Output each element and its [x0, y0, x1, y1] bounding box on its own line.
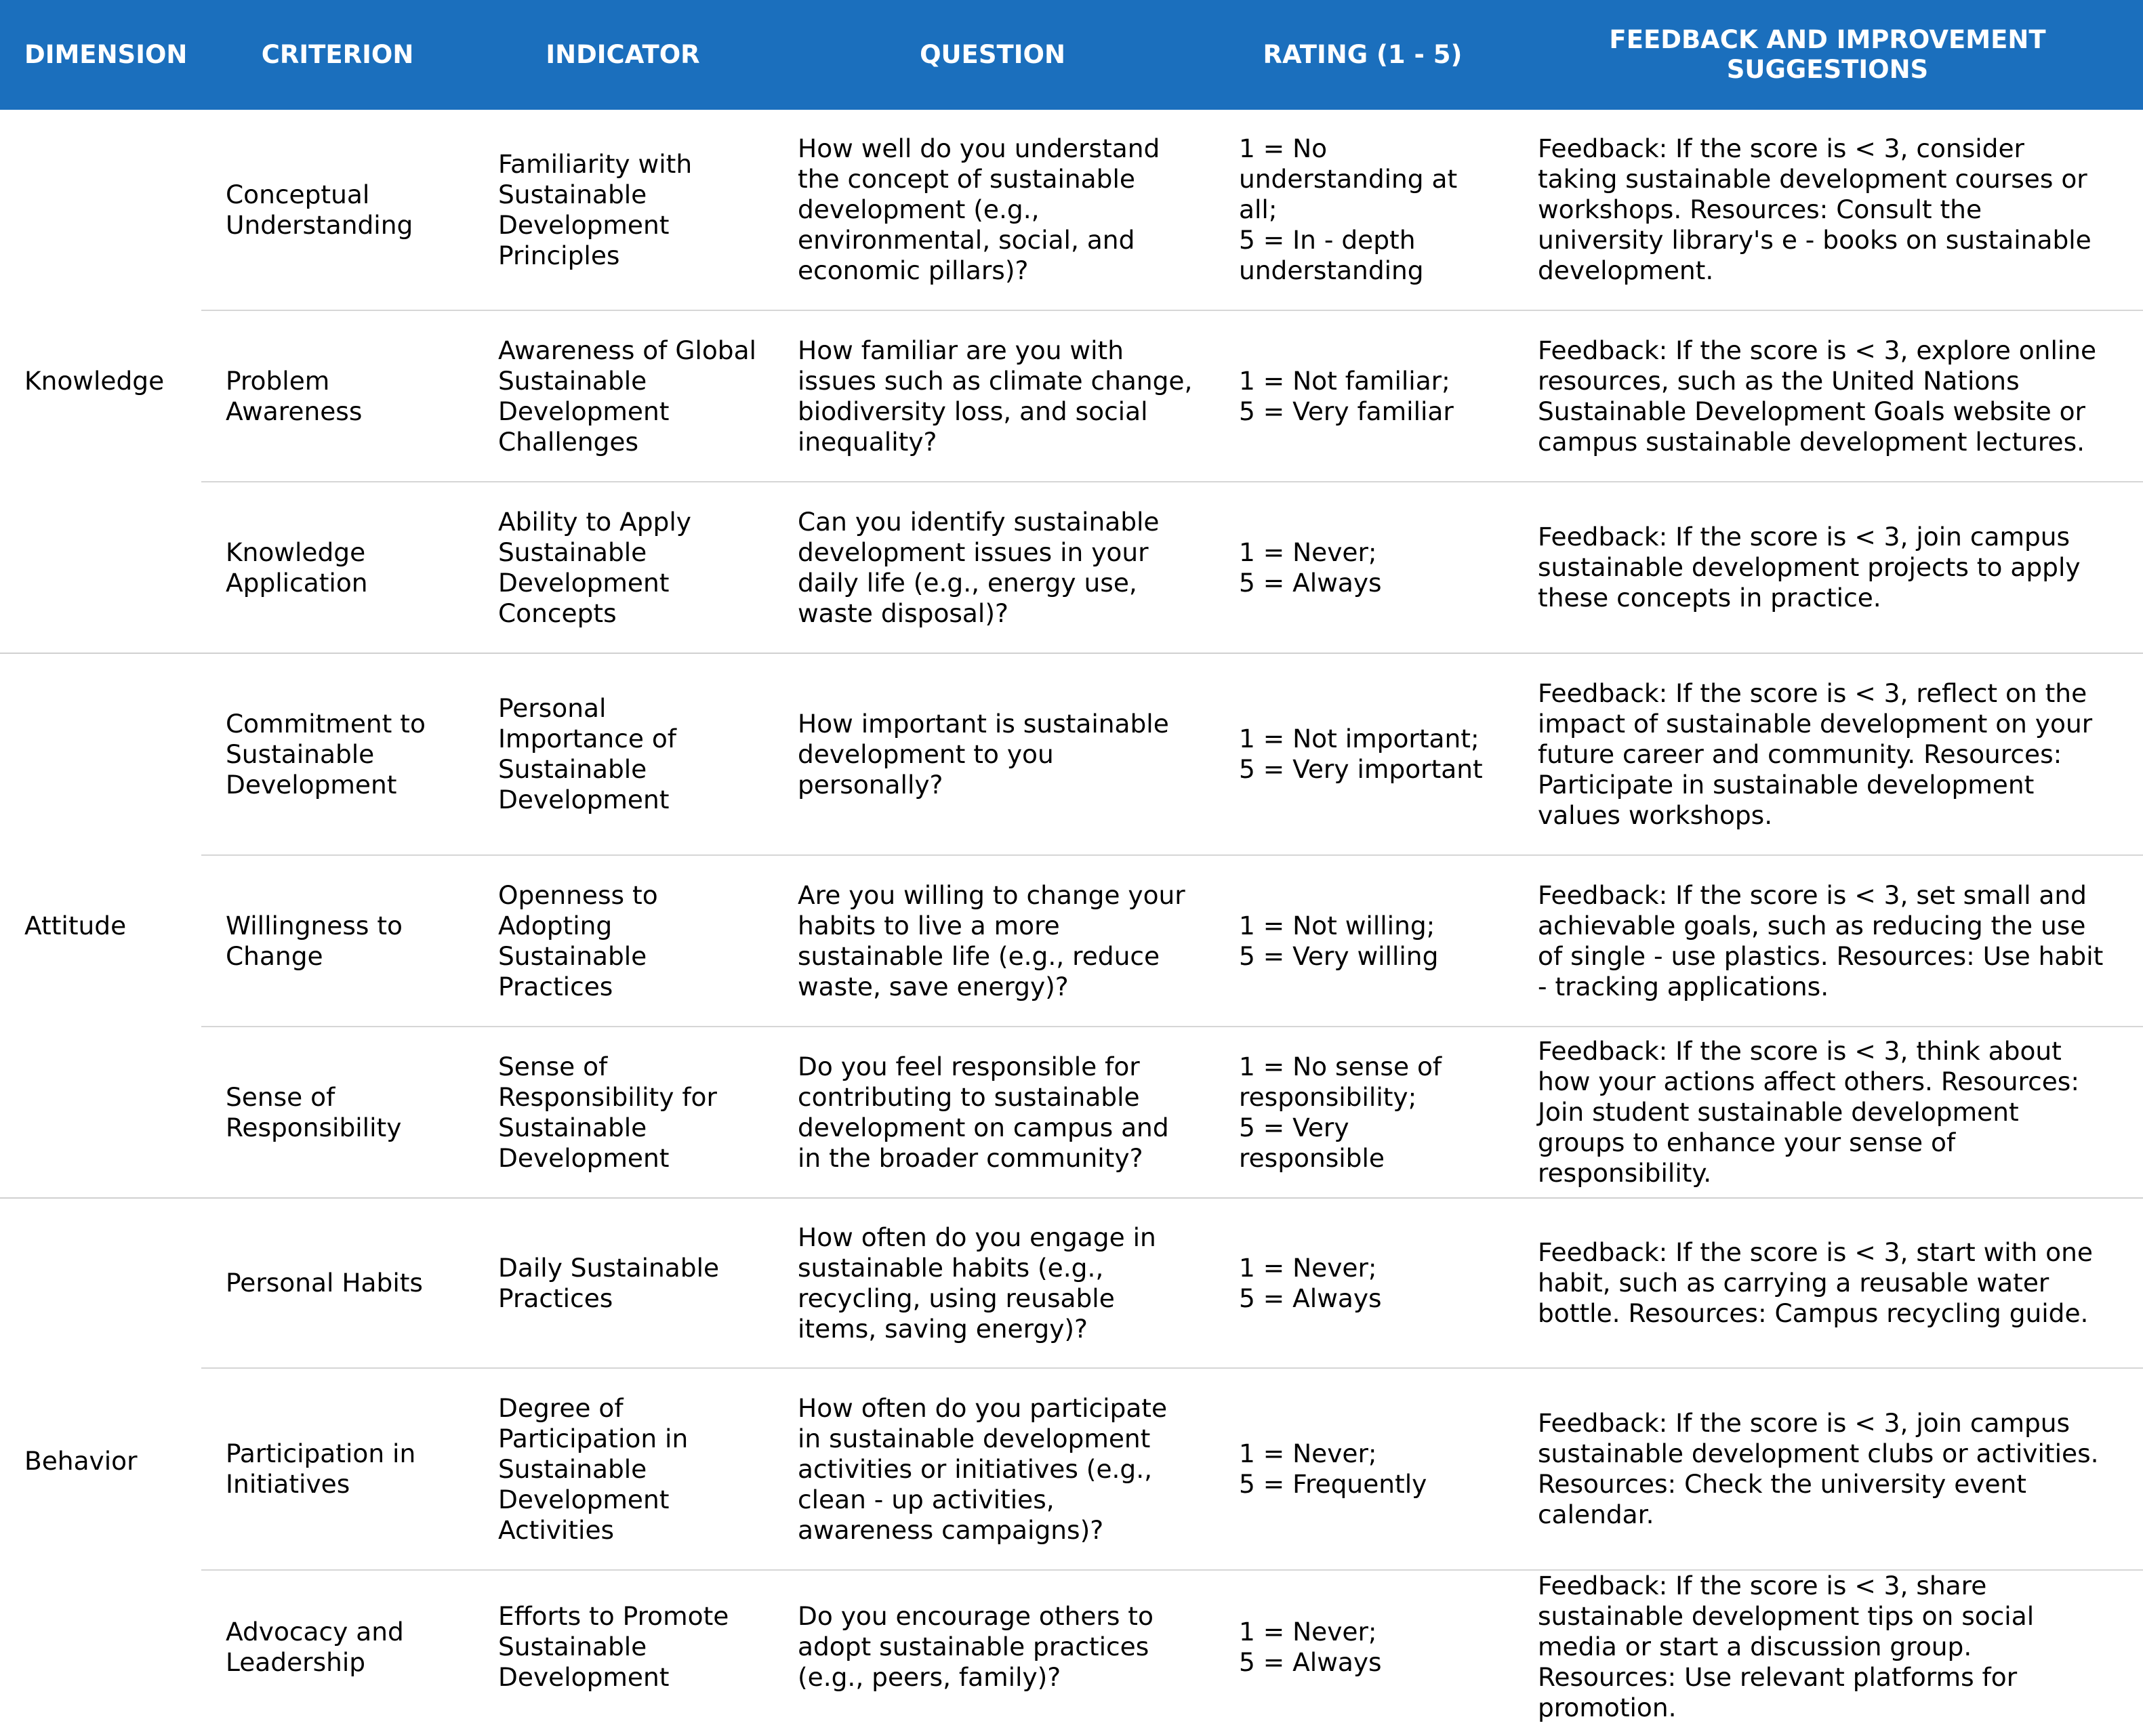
criterion-cell: Commitment to Sustainable Development [201, 653, 474, 855]
rating-low: 1 = No understanding at all; [1239, 133, 1458, 224]
question-cell: Do you feel responsible for contributing to sustainable development on campus and in the broader community? [772, 1027, 1213, 1198]
rating-low: 1 = Not familiar; [1239, 365, 1450, 396]
criterion-cell: Conceptual Understanding [226, 179, 413, 240]
question-cell: How familiar are you with issues such as climate change, biodiversity loss, and social inequality? [772, 310, 1213, 482]
rating-low: 1 = Never; [1239, 1439, 1377, 1468]
rating-high: 5 = Very willing [1239, 941, 1439, 971]
indicator-cell: Daily Sustainable Practices [474, 1198, 772, 1368]
header-rating: RATING (1 - 5) [1263, 40, 1463, 69]
rating-low: 1 = Never; [1239, 537, 1377, 567]
dimension-cell-attitude: Attitude [0, 653, 201, 1198]
table-row [0, 1368, 2143, 1570]
rating-cell [1213, 1368, 1512, 1570]
header-question: QUESTION [920, 40, 1065, 69]
table-row [0, 110, 2143, 310]
table-row [0, 482, 2143, 653]
rating-high: 5 = Very responsible [1239, 1112, 1385, 1173]
rating-high: 5 = Always [1239, 1283, 1382, 1313]
dimension-cell-behavior: Behavior [0, 1198, 201, 1723]
table-row [0, 1027, 2143, 1198]
criterion-cell: Advocacy and Leadership [201, 1570, 474, 1723]
criterion-cell: Knowledge Application [201, 482, 474, 653]
table-header [0, 0, 2143, 110]
indicator-cell: Familiarity with Sustainable Development Principles [498, 148, 693, 270]
rating-high: 5 = In - depth understanding [1239, 225, 1424, 285]
rating-high: 5 = Very familiar [1239, 396, 1454, 426]
indicator-cell: Efforts to Promote Sustainable Development [474, 1570, 772, 1723]
rating-cell [1213, 1570, 1512, 1723]
question-cell: How often do you participate in sustainable development activities or initiatives (e.g., clean - up activities, awareness campaigns)? [772, 1368, 1213, 1570]
criterion-cell: Personal Habits [201, 1198, 474, 1368]
table-row [0, 855, 2143, 1027]
rating-cell [1213, 1027, 1512, 1198]
table-row [0, 1198, 2143, 1368]
question-cell: Do you encourage others to adopt sustainable practices (e.g., peers, family)? [772, 1570, 1213, 1723]
header-criterion: CRITERION [261, 40, 414, 69]
dimension-cell-knowledge: Knowledge [24, 366, 165, 396]
indicator-cell: Openness to Adopting Sustainable Practices [474, 855, 772, 1027]
feedback-cell: Feedback: If the score is < 3, start with one habit, such as carrying a reusable water bottle. Resources: Campus recycling guide. [1512, 1198, 2143, 1368]
header-row [0, 0, 2143, 110]
rating-high: 5 = Frequently [1239, 1469, 1427, 1499]
rating-low: 1 = No sense of responsibility; [1239, 1051, 1442, 1112]
rating-low: 1 = Not willing; [1239, 910, 1435, 941]
rating-low: 1 = Never; [1239, 1616, 1377, 1647]
rating-low: 1 = Not important; [1239, 724, 1479, 753]
rating-cell [1213, 855, 1512, 1027]
table-row [0, 653, 2143, 855]
header-feedback: FEEDBACK AND IMPROVEMENT SUGGESTIONS [1609, 25, 2046, 84]
header-indicator: INDICATOR [546, 40, 700, 69]
indicator-cell: Sense of Responsibility for Sustainable Development [474, 1027, 772, 1198]
table-row [0, 1570, 2143, 1723]
rating-cell [1213, 653, 1512, 855]
rating-cell [1213, 1198, 1512, 1368]
criterion-cell: Problem Awareness [201, 310, 474, 482]
question-cell: Are you willing to change your habits to live a more sustainable life (e.g., reduce waste, save energy)? [772, 855, 1213, 1027]
indicator-cell: Ability to Apply Sustainable Development Concepts [474, 482, 772, 653]
rating-cell [1213, 310, 1512, 482]
feedback-cell: Feedback: If the score is < 3, join campus sustainable development projects to apply these concepts in practice. [1512, 482, 2143, 653]
question-cell: How often do you engage in sustainable habits (e.g., recycling, using reusable items, saving energy)? [772, 1198, 1213, 1368]
feedback-cell: Feedback: If the score is < 3, consider taking sustainable development courses or workshops. Resources: Consult the university library's e - books on sustainable development. [1538, 133, 2091, 285]
feedback-cell: Feedback: If the score is < 3, join campus sustainable development clubs or activities. Resources: Check the university event calendar. [1512, 1368, 2143, 1570]
table-body [0, 110, 2143, 1723]
question-cell: How important is sustainable development to you personally? [772, 653, 1213, 855]
feedback-cell: Feedback: If the score is < 3, set small and achievable goals, such as reducing the use of single - use plastics. Resources: Use habit - tracking applications. [1512, 855, 2143, 1027]
feedback-cell: Feedback: If the score is < 3, share sustainable development tips on social media or start a discussion group. Resources: Use relevant platforms for promotion. [1512, 1570, 2143, 1723]
indicator-cell: Degree of Participation in Sustainable Development Activities [474, 1368, 772, 1570]
indicator-cell: Personal Importance of Sustainable Development [474, 653, 772, 855]
feedback-cell: Feedback: If the score is < 3, reflect on the impact of sustainable development on your future career and community. Resources: Participate in sustainable development values workshops. [1512, 653, 2143, 855]
criterion-cell: Participation in Initiatives [201, 1368, 474, 1570]
criterion-cell: Willingness to Change [201, 855, 474, 1027]
feedback-cell: Feedback: If the score is < 3, think about how your actions affect others. Resources: Join student sustainable development groups to enhance your sense of responsibility. [1512, 1027, 2143, 1198]
question-cell: Can you identify sustainable development issues in your daily life (e.g., energy use, waste disposal)? [772, 482, 1213, 653]
criterion-cell: Sense of Responsibility [201, 1027, 474, 1198]
rating-high: 5 = Very important [1239, 754, 1483, 784]
question-cell: How well do you understand the concept of sustainable development (e.g., environmental, social, and economic pillars)? [798, 133, 1160, 285]
rating-cell [1213, 482, 1512, 653]
rating-high: 5 = Always [1239, 567, 1382, 598]
rating-cell [1213, 110, 1512, 310]
rating-low: 1 = Never; [1239, 1252, 1377, 1283]
table-row [0, 310, 2143, 482]
rating-high: 5 = Always [1239, 1647, 1382, 1677]
indicator-cell: Awareness of Global Sustainable Development Challenges [474, 310, 772, 482]
header-dimension: DIMENSION [24, 40, 188, 69]
feedback-cell: Feedback: If the score is < 3, explore online resources, such as the United Nations Sustainable Development Goals website or campus sustainable development lectures. [1512, 310, 2143, 482]
